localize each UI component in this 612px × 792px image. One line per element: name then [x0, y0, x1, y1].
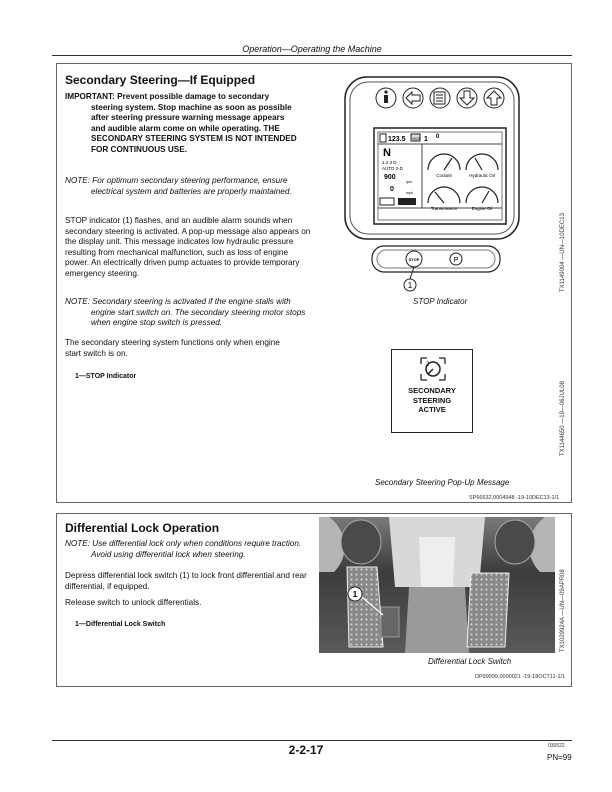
steering-wheel-icon	[418, 356, 448, 382]
footer-small-code: 030522	[548, 743, 565, 749]
footer-pn: PN=99	[547, 753, 572, 762]
important-notice: IMPORTANT: Prevent possible damage to secondary steering system. Stop machine as soon as possible after steering pressure warning message appears and audible alarm come on while operating. THE SECONDARY STEERING SYSTEM IS NOT INTENDED FOR CONTINUOUS USE.	[65, 92, 297, 154]
figure-code: TX1029924A —UN—09APR08	[560, 569, 566, 652]
figure1-code: TX1149004 —UN—10DEC13	[560, 213, 566, 292]
menu-button-icon	[430, 88, 450, 108]
speed-readout: 0	[390, 186, 394, 193]
callout-number: 1	[407, 281, 413, 290]
rpm-readout: 900	[384, 174, 396, 181]
section-differential-lock	[56, 513, 572, 687]
footer-rule	[52, 740, 572, 741]
zero-top-readout: 0	[436, 134, 440, 140]
auto-mode: AUTO 2-D	[382, 166, 403, 171]
gear-list: 1 2 3 D	[382, 160, 397, 165]
gear-readout: N	[383, 147, 391, 159]
popup-message-box	[391, 349, 473, 433]
figure2-code: TX1144650 —19—06JUL08	[560, 381, 566, 456]
up-arrow-button-icon	[484, 88, 504, 108]
status-bar	[398, 198, 416, 205]
figure1-caption: STOP Indicator	[413, 297, 468, 306]
stop-label: STOP	[408, 257, 420, 262]
speed-unit: mph	[406, 191, 413, 195]
figure-legend: 1—Differential Lock Switch	[75, 621, 166, 628]
section-title: Differential Lock Operation	[65, 521, 220, 535]
note-differential-lock: NOTE: Use differential lock only when conditions require traction. Avoid using differential lock when steering.	[65, 539, 302, 559]
svg-text:Hydraulic Oil: Hydraulic Oil	[469, 173, 495, 178]
release-switch-paragraph: Release switch to unlock differentials.	[65, 598, 202, 607]
figure-caption: Differential Lock Switch	[428, 657, 512, 666]
svg-text:Coolant: Coolant	[436, 173, 452, 178]
hours-readout: 123.5	[388, 136, 406, 143]
svg-text:Transmission: Transmission	[430, 206, 458, 211]
differential-lock-switch	[381, 607, 399, 637]
popup-line-3: ACTIVE	[418, 405, 446, 414]
gear-small-readout: 1	[424, 136, 428, 143]
header-rule	[52, 55, 572, 56]
secondary-steering-paragraph: The secondary steering system functions only when engine start switch is on.	[65, 338, 280, 358]
svg-text:Engine Oil: Engine Oil	[471, 206, 493, 211]
display-unit-illustration	[344, 76, 520, 300]
callout-number: 1	[352, 590, 358, 599]
section-title: Secondary Steering—If Equipped	[65, 73, 256, 87]
section1-docid: SP66632,0004948 -19-10DEC13-1/1	[469, 495, 560, 501]
section2-docid: DP99999,0000021 -19-18OCT11-1/1	[475, 674, 566, 680]
page-number: 2-2-17	[288, 743, 324, 757]
back-button-icon	[403, 88, 423, 108]
right-pedal	[467, 573, 509, 647]
figure2-caption: Secondary Steering Pop-Up Message	[375, 478, 510, 487]
info-button-icon	[376, 88, 396, 108]
section-secondary-steering	[56, 63, 572, 503]
note-engine-stall: NOTE: Secondary steering is activated if the engine stalls with engine start switch on. The secondary steering motor stops when engine stop switch is pressed.	[65, 297, 306, 327]
differential-lock-photo	[319, 517, 555, 653]
small-box-readout: 0923	[412, 137, 420, 141]
depress-switch-paragraph: Depress differential lock switch (1) to lock front differential and rear differential, if equipped.	[65, 571, 307, 591]
stop-indicator-paragraph: STOP indicator (1) flashes, and an audible alarm sounds when secondary steering is activated. A pop-up message also appears on the display unit. This message indicates low hydraulic pressure resulting from mechanical malfunction, such as loss of engine power. An electrically driven pump actuates to provide temporary emergency steering.	[65, 216, 311, 278]
down-arrow-button-icon	[457, 88, 477, 108]
note-battery: NOTE: For optimum secondary steering performance, ensure electrical system and batteries are properly maintained.	[65, 176, 292, 196]
figure-legend: 1—STOP Indicator	[75, 373, 137, 380]
popup-line-2: STEERING	[412, 395, 452, 405]
page-header: Operation—Operating the Machine	[242, 44, 382, 54]
left-pedal	[347, 567, 383, 647]
popup-number: 2	[426, 362, 430, 368]
park-label: P	[453, 257, 459, 264]
popup-line-1: SECONDARY	[408, 386, 456, 395]
rpm-unit: rpm	[406, 180, 413, 184]
